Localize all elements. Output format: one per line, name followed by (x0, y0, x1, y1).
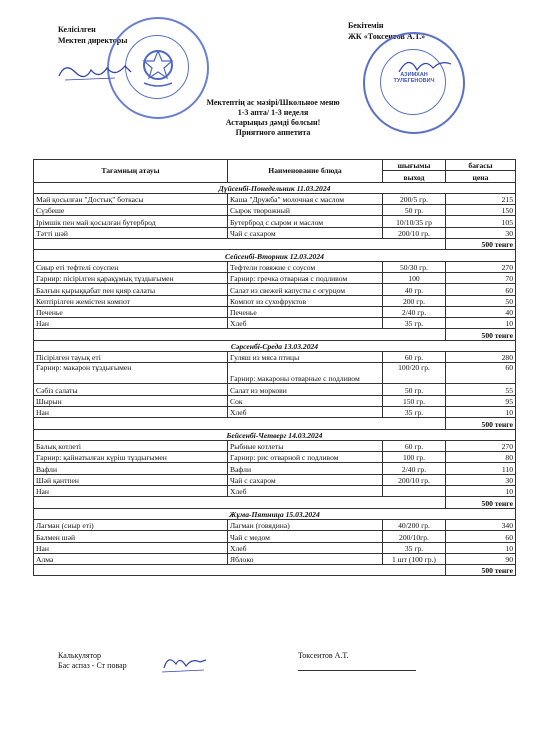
dish-name-kz: Гарнир: пісірілген қарақұмық тұздығымен (34, 272, 228, 283)
dish-price: 10 (446, 486, 516, 497)
dish-yield: 50 гр. (383, 384, 446, 395)
total-spacer (34, 329, 446, 340)
dish-name-ru: Гуляш из мяса птицы (228, 352, 383, 363)
calculator-label: Калькулятор (58, 651, 101, 660)
dish-name-ru: Каша "Дружба" молочная с маслом (228, 193, 383, 204)
director-signature (55, 58, 135, 88)
chef-signature (160, 650, 210, 676)
total-spacer (34, 418, 446, 429)
dish-yield: 100 гр. (383, 452, 446, 463)
approval-role: Мектеп директоры (58, 36, 128, 45)
day-total-row (34, 497, 516, 508)
table-row (34, 363, 516, 384)
signature-line (298, 670, 416, 671)
dish-name-kz: Нан (34, 486, 228, 497)
dish-name-kz: Гарнир: макарон тұздығымен (34, 363, 228, 384)
dish-name-ru: Гарнир: макароны отварные с подливом (228, 363, 383, 384)
entrepreneur-signature (395, 52, 455, 82)
table-row (34, 486, 516, 497)
total-spacer (34, 239, 446, 250)
dish-price: 280 (446, 352, 516, 363)
dish-price: 110 (446, 463, 516, 474)
dish-yield: 200/10гр. (383, 531, 446, 542)
dish-price: 105 (446, 216, 516, 227)
day-total-row (34, 239, 516, 250)
table-row (34, 519, 516, 530)
dish-name-ru: Тефтели говяжие с соусом (228, 261, 383, 272)
day-header-row (34, 429, 516, 440)
dish-price: 10 (446, 542, 516, 553)
footer-left (58, 651, 127, 671)
dish-name-kz: Нан (34, 542, 228, 553)
dish-yield: 60 гр. (383, 352, 446, 363)
title-line-3: Астарыңыз дәмді болсын! (225, 118, 321, 127)
dish-name-ru: Чай с медом (228, 531, 383, 542)
dish-price: 50 (446, 295, 516, 306)
dish-price: 60 (446, 284, 516, 295)
dish-yield: 35 гр. (383, 406, 446, 417)
dish-name-kz: Вафли (34, 463, 228, 474)
dish-yield: 40/200 гр. (383, 519, 446, 530)
dish-yield: 50/30 гр. (383, 261, 446, 272)
dish-name-ru: Бутерброд с сыром и маслом (228, 216, 383, 227)
dish-name-ru: Салат из моркови (228, 384, 383, 395)
menu-table (33, 159, 516, 576)
emblem-icon (138, 43, 178, 91)
footer-right-name: Токсеитов А.Т. (298, 651, 349, 660)
dish-yield: 50 гр. (383, 205, 446, 216)
dish-name-kz: Май қосылған "Достық" боткасы (34, 193, 228, 204)
day-header-row (34, 508, 516, 519)
dish-price: 40 (446, 306, 516, 317)
dish-name-kz: Шырын (34, 395, 228, 406)
table-header-row (34, 160, 516, 171)
day-name: Дүйсенбі-Понедельник 11.03.2024 (34, 182, 516, 193)
dish-yield (383, 486, 446, 497)
day-name: Сәрсенбі-Среда 13.03.2024 (34, 340, 516, 351)
dish-price: 10 (446, 318, 516, 329)
dish-name-kz: Шәй қантпен (34, 474, 228, 485)
day-total: 500 тенге (446, 565, 516, 576)
table-row (34, 272, 516, 283)
dish-name-ru: Хлеб (228, 542, 383, 553)
table-row (34, 542, 516, 553)
dish-name-ru: Яблоко (228, 553, 383, 564)
dish-yield: 40 гр. (383, 284, 446, 295)
dish-yield: 2/40 гр. (383, 463, 446, 474)
day-header-row (34, 340, 516, 351)
dish-name-kz: Сиыр еті тефтелі соуспен (34, 261, 228, 272)
dish-yield: 200/10 гр. (383, 227, 446, 238)
approval-label: Келісілген (58, 25, 96, 34)
dish-name-kz: Ірімшік пен май қосылған бутерброд (34, 216, 228, 227)
dish-name-ru: Рыбные котлеты (228, 440, 383, 451)
dish-yield: 1 шт (100 гр.) (383, 553, 446, 564)
dish-yield: 200/10 гр. (383, 474, 446, 485)
day-total: 500 тенге (446, 418, 516, 429)
dish-yield: 100/20 гр. (383, 363, 446, 384)
table-row (34, 474, 516, 485)
title-line-1: Мектептің ас мәзірі/Школьное меню (206, 98, 340, 107)
dish-name-kz: Кептірілген жемістен компот (34, 295, 228, 306)
dish-name-ru: Гарнир: гречка отварная с подливом (228, 272, 383, 283)
dish-price: 60 (446, 531, 516, 542)
table-row (34, 306, 516, 317)
table-row (34, 295, 516, 306)
total-spacer (34, 497, 446, 508)
dish-price: 30 (446, 474, 516, 485)
day-total-row (34, 418, 516, 429)
table-row (34, 463, 516, 474)
day-name: Сейсенбі-Вторник 12.03.2024 (34, 250, 516, 261)
dish-name-kz: Балмен шәй (34, 531, 228, 542)
table-row (34, 553, 516, 564)
dish-yield: 10/10/35 гр (383, 216, 446, 227)
table-row (34, 261, 516, 272)
table-row (34, 205, 516, 216)
day-total-row (34, 329, 516, 340)
column-header-yield-ru: выход (383, 171, 446, 182)
stamp-name: АЗИМХАН ТУЛЕГЕНОВИЧ (393, 72, 435, 84)
dish-name-ru: Хлеб (228, 486, 383, 497)
dish-price: 95 (446, 395, 516, 406)
dish-name-kz: Балғын қырыққабат пен қияр салаты (34, 284, 228, 295)
dish-name-ru: Сырок творожный (228, 205, 383, 216)
table-row (34, 406, 516, 417)
dish-name-kz: Лагман (сиыр еті) (34, 519, 228, 530)
dish-name-ru: Хлеб (228, 406, 383, 417)
dish-price: 60 (446, 363, 516, 384)
menu-body (34, 182, 516, 576)
dish-name-kz: Гарнир: қайнатылған күріш тұздығымен (34, 452, 228, 463)
dish-name-ru: Лагман (говядина) (228, 519, 383, 530)
day-header-row (34, 250, 516, 261)
dish-name-kz: Нан (34, 406, 228, 417)
day-name: Бейсенбі-Четверг 14.03.2024 (34, 429, 516, 440)
dish-price: 270 (446, 261, 516, 272)
dish-price: 340 (446, 519, 516, 530)
dish-name-ru: Гарнир: рис отварной с подливом (228, 452, 383, 463)
dish-yield: 35 гр. (383, 318, 446, 329)
dish-name-kz: Балық котлеті (34, 440, 228, 451)
dish-yield: 35 гр. (383, 542, 446, 553)
dish-name-kz: Пісірілген тауық еті (34, 352, 228, 363)
dish-price: 270 (446, 440, 516, 451)
dish-yield: 200/5 гр. (383, 193, 446, 204)
dish-price: 10 (446, 406, 516, 417)
dish-price: 70 (446, 272, 516, 283)
table-row (34, 352, 516, 363)
dish-yield: 100 (383, 272, 446, 283)
dish-name-ru: Печенье (228, 306, 383, 317)
column-header-yield-kz: шығымы (383, 160, 446, 171)
chef-label: Бас аспаз - Ст повар (58, 661, 127, 670)
dish-yield: 200 гр. (383, 295, 446, 306)
dish-yield: 60 гр. (383, 440, 446, 451)
dish-name-kz: Алма (34, 553, 228, 564)
title-line-2: 1-3 апта/ 1-3 неделя (237, 108, 309, 117)
dish-price: 30 (446, 227, 516, 238)
table-row (34, 216, 516, 227)
dish-price: 150 (446, 205, 516, 216)
dish-name-ru: Компот из сухофруктов (228, 295, 383, 306)
confirm-org: ЖК «Токсеитов А.Т.» (348, 32, 426, 41)
column-header-price-kz: бағасы (446, 160, 516, 171)
dish-name-ru: Хлеб (228, 318, 383, 329)
column-header-price-ru: цена (446, 171, 516, 182)
confirm-label: Бекітемін (348, 21, 384, 30)
dish-price: 80 (446, 452, 516, 463)
day-total-row (34, 565, 516, 576)
day-total: 500 тенге (446, 329, 516, 340)
dish-name-kz: Печенье (34, 306, 228, 317)
dish-name-ru: Чай с сахаром (228, 474, 383, 485)
table-row (34, 193, 516, 204)
table-row (34, 395, 516, 406)
dish-name-ru: Вафли (228, 463, 383, 474)
dish-price: 215 (446, 193, 516, 204)
dish-name-ru: Чай с сахаром (228, 227, 383, 238)
dish-price: 55 (446, 384, 516, 395)
table-row (34, 227, 516, 238)
dish-name-kz: Сәбіз салаты (34, 384, 228, 395)
column-header-kz: Тағамның атауы (34, 160, 228, 183)
dish-name-ru: Салат из свежей капусты с огурцом (228, 284, 383, 295)
day-total: 500 тенге (446, 239, 516, 250)
table-row (34, 440, 516, 451)
table-row (34, 531, 516, 542)
day-name: Жұма-Пятница 15.03.2024 (34, 508, 516, 519)
total-spacer (34, 565, 446, 576)
dish-name-kz: Тәтті шәй (34, 227, 228, 238)
dish-name-kz: Сүзбеше (34, 205, 228, 216)
table-row (34, 452, 516, 463)
column-header-ru: Наименование блюда (228, 160, 383, 183)
table-row (34, 284, 516, 295)
table-row (34, 318, 516, 329)
dish-yield: 2/40 гр. (383, 306, 446, 317)
day-header-row (34, 182, 516, 193)
menu-title (0, 98, 546, 138)
table-row (34, 384, 516, 395)
dish-price: 90 (446, 553, 516, 564)
dish-yield: 150 гр. (383, 395, 446, 406)
title-line-4: Приятного аппетита (235, 128, 311, 137)
day-total: 500 тенге (446, 497, 516, 508)
dish-name-kz: Нан (34, 318, 228, 329)
dish-name-ru: Сок (228, 395, 383, 406)
